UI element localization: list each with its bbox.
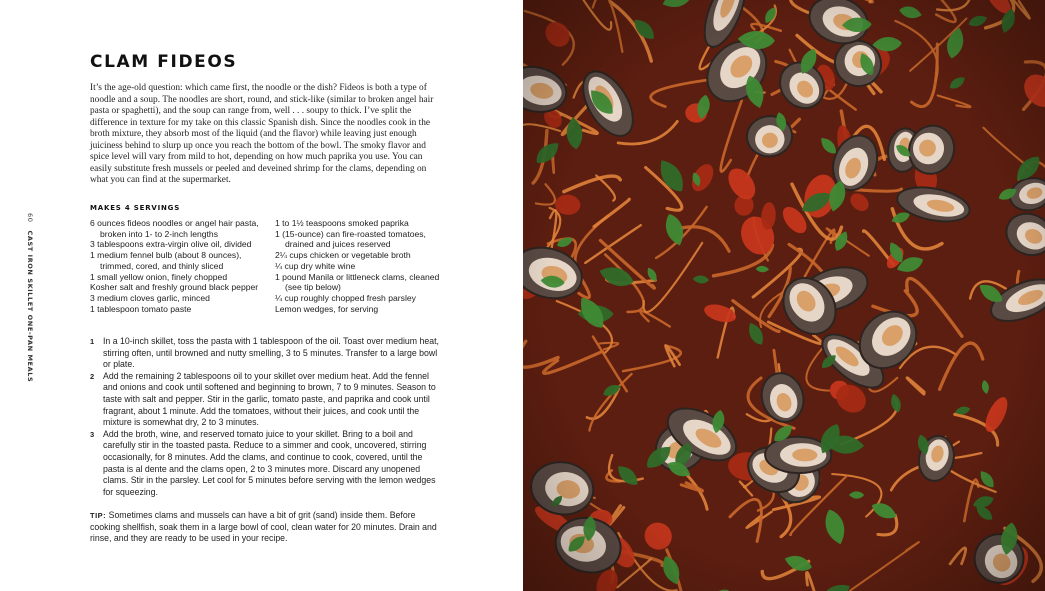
- ingredient-item: 1 medium fennel bulb (about 8 ounces), trimmed, cored, and thinly sliced: [90, 250, 242, 271]
- ingredient-item: 1 tablespoon tomato paste: [90, 303, 192, 314]
- step-text: In a 10-inch skillet, toss the pasta with 1 tablespoon of the oil. Toast over medium heat, stirring often, until browned and nutty smelling, 3 to 5 minutes. Transfer to a large bowl or plate.: [103, 336, 439, 370]
- step-item: [90, 429, 445, 499]
- method-steps: [90, 336, 445, 498]
- ingredient-item: ¼ cup roughly chopped fresh parsley: [275, 292, 416, 303]
- ingredient-item: Kosher salt and freshly ground black pepper: [90, 282, 259, 293]
- page-number: 60: [26, 213, 34, 223]
- ingredient-item: 1 small yellow onion, finely chopped: [90, 271, 228, 282]
- photo-vignette: [523, 0, 1045, 591]
- step-item: [90, 371, 445, 429]
- step-number: 3: [90, 429, 95, 439]
- ingredients-column-1: [90, 218, 268, 314]
- ingredient-item: 2¼ cups chicken or vegetable broth: [275, 250, 411, 261]
- step-number: 1: [90, 337, 95, 346]
- step-text: Add the remaining 2 tablespoons oil to your skillet over medium heat. Add the fennel and onions and cook until softened and beginning to brown, 7 to 9 minutes. Season to taste with salt and pepper. Stir in the garlic, tomato paste, and paprika and cook until fragrant, about 1 minute. Add the tomatoes, without their juices, and cook until the mixture is somewhat dry, 2 to 3 minutes.: [103, 370, 436, 428]
- ingredient-item: Lemon wedges, for serving: [275, 303, 379, 314]
- running-head: [22, 213, 36, 383]
- clam-fideos-illustration: [523, 0, 1045, 591]
- step-text: Add the broth, wine, and reserved tomato juice to your skillet. Bring to a boil and carefully stir in the toasted pasta. Reduce to a simmer and cook, uncovered, stirring occasionally, for 8 minutes. Add the clams, and continue to cook, covered, until the pasta is al dente and the clams open, 2 to 3 minutes more. Discard any unopened clams. Stir in the parsley. Let cool for 5 minutes before serving with the lemon wedges for squeezing.: [103, 428, 436, 497]
- ingredient-item: ¼ cup dry white wine: [275, 260, 356, 271]
- servings-label: MAKES 4 SERVINGS: [90, 204, 181, 212]
- recipe-tip: [90, 510, 445, 545]
- step-number: 2: [90, 371, 95, 381]
- ingredient-item: 6 ounces fideos noodles or angel hair pasta, broken into 1- to 2-inch lengths: [90, 218, 259, 239]
- ingredients-column-2: [275, 218, 445, 314]
- ingredient-item: 3 medium cloves garlic, minced: [90, 292, 210, 303]
- tip-label: TIP:: [90, 511, 107, 520]
- ingredient-item: 3 tablespoons extra-virgin olive oil, divided: [90, 239, 252, 250]
- ingredient-item: 1 to 1½ teaspoons smoked paprika: [275, 218, 409, 228]
- step-item: [90, 336, 445, 371]
- food-photo: [523, 0, 1045, 591]
- recipe-intro: It’s the age-old question: which came first, the noodle or the dish? Fideos is both a type of noodle and a soup. The noodles are short, round, and stick-like (similar to broken angel hair pasta or spaghetti), and the soup can range from, well . . . soupy to thick. I’ve split the difference in texture for my take on this classic Spanish dish. Since the noodles cook in the broth mixture, they absorb most of the liquid (and the flavor) while leaving just enough juiciness behind to slurp up once you reach the bottom of the bowl. The smoky flavor and spice level will vary from mild to hot, depending on how much paprika you use. You can easily substitute fresh mussels or peeled and deveined shrimp for the clams, depending on what you can find at the supermarket.: [90, 83, 434, 185]
- book-title: CAST IRON SKILLET ONE-PAN MEALS: [26, 230, 34, 383]
- ingredient-item: 1 pound Manila or littleneck clams, cleaned (see tip below): [275, 271, 440, 293]
- tip-text: Sometimes clams and mussels can have a bit of grit (sand) inside them. Before cooking shellfish, soak them in a large bowl of cool, clean water for 20 minutes. Drain and rinse, and they are ready to be used in your recipe.: [90, 510, 437, 544]
- ingredient-item: 1 (15-ounce) can fire-roasted tomatoes, drained and juices reserved: [275, 228, 426, 250]
- recipe-title: CLAM FIDEOS: [90, 52, 238, 72]
